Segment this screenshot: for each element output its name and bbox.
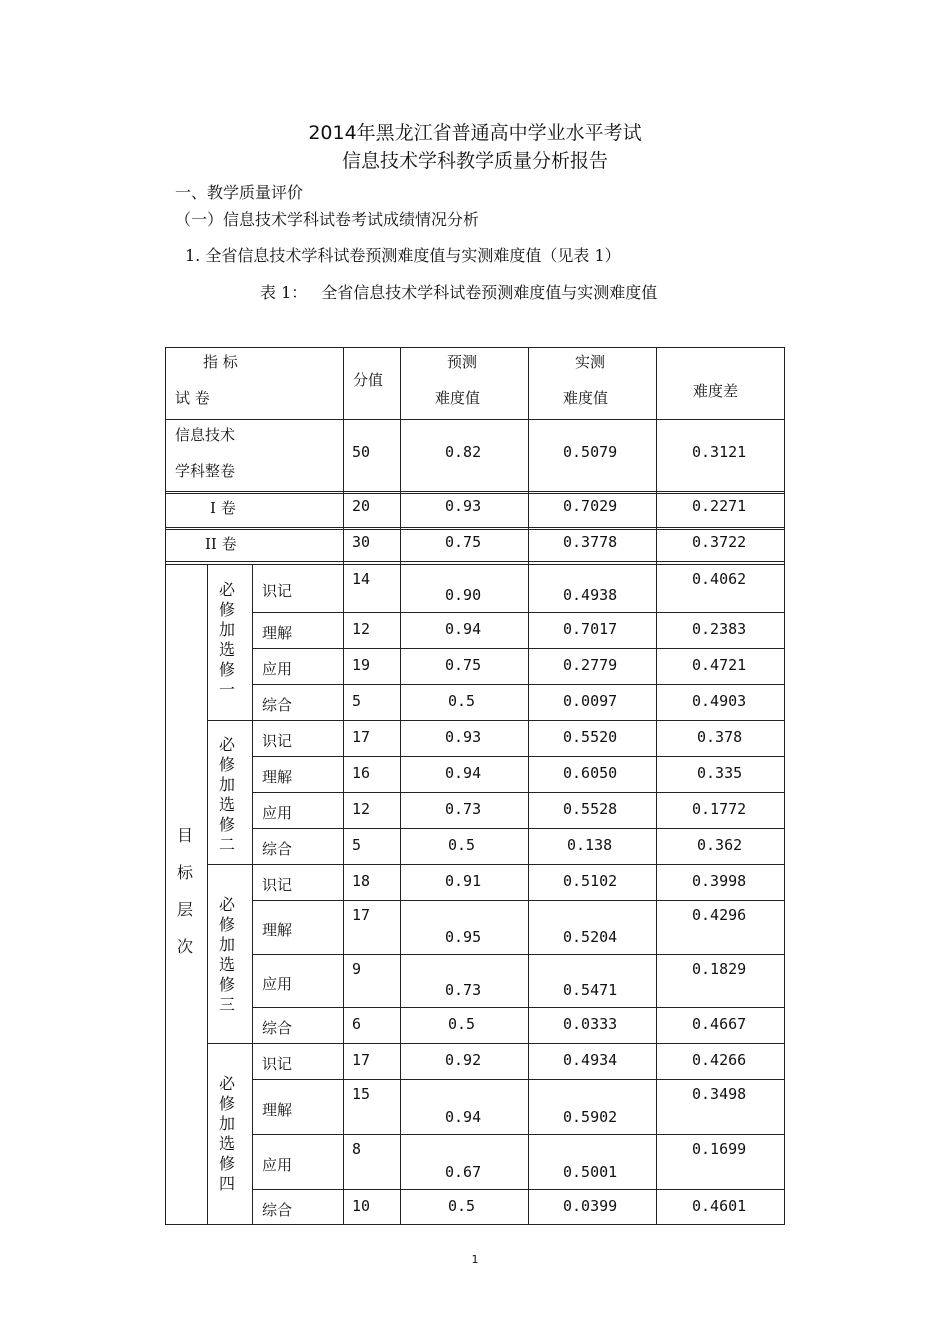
group3-row2-score: 17 xyxy=(352,906,371,924)
row-paper1-measured: 0.7029 xyxy=(563,497,618,515)
row-paper1-label: I 卷 xyxy=(210,499,236,517)
group2-row3-predicted: 0.73 xyxy=(445,800,482,818)
group3-row1-predicted: 0.91 xyxy=(445,872,482,890)
row-whole-diff: 0.3121 xyxy=(692,443,747,461)
group4-row2-diff: 0.3498 xyxy=(692,1085,747,1103)
group1-row3-measured: 0.2779 xyxy=(563,656,618,674)
group2-row4-diff: 0.362 xyxy=(697,836,743,854)
group2-row4-level: 综合 xyxy=(262,840,293,858)
group-label-4: 必修加选修四 xyxy=(218,1074,235,1193)
group3-row3-predicted: 0.73 xyxy=(445,981,482,999)
row-paper2-measured: 0.3778 xyxy=(563,533,618,551)
page-number: 1 xyxy=(471,1253,479,1266)
group1-row2-diff: 0.2383 xyxy=(692,620,747,638)
group2-row4-predicted: 0.5 xyxy=(448,836,476,854)
header-paper: 试 卷 xyxy=(175,389,210,407)
group4-row2-predicted: 0.94 xyxy=(445,1108,482,1126)
group-label-3: 必修加选修三 xyxy=(218,895,235,1014)
group1-row3-score: 19 xyxy=(352,656,371,674)
group4-row3-measured: 0.5001 xyxy=(563,1163,618,1181)
group1-row4-diff: 0.4903 xyxy=(692,692,747,710)
group3-row3-level: 应用 xyxy=(262,974,293,993)
group3-row4-diff: 0.4667 xyxy=(692,1015,747,1033)
group2-row1-predicted: 0.93 xyxy=(445,728,482,746)
row-paper1-diff: 0.2271 xyxy=(692,497,747,515)
header-diff: 难度差 xyxy=(693,382,739,400)
row-paper2-score: 30 xyxy=(352,533,371,551)
group1-row1-measured: 0.4938 xyxy=(563,586,618,604)
group3-row4-score: 6 xyxy=(352,1015,362,1033)
group1-row1-diff: 0.4062 xyxy=(692,570,747,588)
group3-row1-measured: 0.5102 xyxy=(563,872,618,890)
subsection-heading: （一）信息技术学科试卷考试成绩情况分析 xyxy=(175,210,480,229)
header-predicted-1: 预测 xyxy=(447,353,478,371)
group4-row3-diff: 0.1699 xyxy=(692,1140,747,1158)
row-whole-score: 50 xyxy=(352,443,371,461)
group3-row2-diff: 0.4296 xyxy=(692,906,747,924)
group2-row3-score: 12 xyxy=(352,800,371,818)
group1-row2-predicted: 0.94 xyxy=(445,620,482,638)
row-paper2-diff: 0.3722 xyxy=(692,533,747,551)
group3-row4-predicted: 0.5 xyxy=(448,1015,476,1033)
row-whole-label-2: 学科整卷 xyxy=(175,462,236,480)
group4-row1-score: 17 xyxy=(352,1051,371,1069)
group4-row3-level: 应用 xyxy=(262,1155,293,1174)
group2-row1-measured: 0.5520 xyxy=(563,728,618,746)
group1-row2-measured: 0.7017 xyxy=(563,620,618,638)
table-caption xyxy=(260,280,657,303)
group4-row1-level: 识记 xyxy=(262,1055,293,1073)
group4-row1-predicted: 0.92 xyxy=(445,1051,482,1069)
group3-row2-level: 理解 xyxy=(262,921,293,939)
row-paper1-predicted: 0.93 xyxy=(445,497,482,515)
group4-row3-predicted: 0.67 xyxy=(445,1163,482,1181)
target-level-label: 目标层次 xyxy=(176,826,193,956)
difficulty-table xyxy=(165,347,785,1225)
document-title-line2: 信息技术学科教学质量分析报告 xyxy=(341,150,608,172)
group1-row1-level: 识记 xyxy=(262,582,293,600)
header-predicted-2: 难度值 xyxy=(435,389,481,407)
group2-row1-score: 17 xyxy=(352,728,371,746)
group4-row1-measured: 0.4934 xyxy=(563,1051,618,1069)
row-paper2-label: II 卷 xyxy=(205,535,237,553)
group2-row2-measured: 0.6050 xyxy=(563,764,618,782)
group4-row1-diff: 0.4266 xyxy=(692,1051,747,1069)
group1-row4-measured: 0.0097 xyxy=(563,692,618,710)
group2-row2-diff: 0.335 xyxy=(697,764,743,782)
group4-row4-predicted: 0.5 xyxy=(448,1197,476,1215)
group4-row4-measured: 0.0399 xyxy=(563,1197,618,1215)
group2-row1-diff: 0.378 xyxy=(697,728,743,746)
group3-row2-measured: 0.5204 xyxy=(563,928,618,946)
header-score: 分值 xyxy=(353,371,384,389)
header-indicator: 指 标 xyxy=(203,353,238,371)
group1-row4-level: 综合 xyxy=(262,696,293,714)
row-paper1-score: 20 xyxy=(352,497,371,515)
group-label-1: 必修加选修一 xyxy=(218,580,235,699)
group1-row3-level: 应用 xyxy=(262,660,293,678)
group2-row4-measured: 0.138 xyxy=(567,836,613,854)
group2-row2-predicted: 0.94 xyxy=(445,764,482,782)
group3-row3-score: 9 xyxy=(352,960,362,978)
group2-row4-score: 5 xyxy=(352,836,362,854)
group4-row2-score: 15 xyxy=(352,1085,371,1103)
caption-text: 全省信息技术学科试卷预测难度值与实测难度值 xyxy=(321,283,658,302)
group4-row4-level: 综合 xyxy=(262,1201,293,1219)
row-whole-measured: 0.5079 xyxy=(563,443,618,461)
group2-row1-level: 识记 xyxy=(262,732,293,750)
header-measured-2: 难度值 xyxy=(563,389,609,407)
group2-row3-diff: 0.1772 xyxy=(692,800,747,818)
document-title-line1: 2014年黑龙江省普通高中学业水平考试 xyxy=(308,122,642,144)
group1-row3-predicted: 0.75 xyxy=(445,656,482,674)
group4-row3-score: 8 xyxy=(352,1140,362,1158)
group-label-2: 必修加选修二 xyxy=(218,735,235,854)
section-heading: 一、教学质量评价 xyxy=(175,183,304,202)
row-paper2-predicted: 0.75 xyxy=(445,533,482,551)
group4-row2-level: 理解 xyxy=(262,1100,293,1119)
item-heading: 1. 全省信息技术学科试卷预测难度值与实测难度值（见表 1） xyxy=(185,246,621,265)
group1-row3-diff: 0.4721 xyxy=(692,656,747,674)
group3-row1-diff: 0.3998 xyxy=(692,872,747,890)
group3-row4-level: 综合 xyxy=(262,1019,293,1037)
group1-row1-score: 14 xyxy=(352,570,371,588)
group1-row4-score: 5 xyxy=(352,692,362,710)
group3-row3-measured: 0.5471 xyxy=(563,981,618,999)
caption-label: 表 1： xyxy=(260,283,308,302)
group4-row2-measured: 0.5902 xyxy=(563,1108,618,1126)
group3-row4-measured: 0.0333 xyxy=(563,1015,618,1033)
group1-row2-level: 理解 xyxy=(262,624,293,642)
group3-row3-diff: 0.1829 xyxy=(692,960,747,978)
group1-row4-predicted: 0.5 xyxy=(448,692,476,710)
group3-row2-predicted: 0.95 xyxy=(445,928,482,946)
group2-row3-level: 应用 xyxy=(262,804,293,822)
row-whole-predicted: 0.82 xyxy=(445,443,482,461)
group2-row3-measured: 0.5528 xyxy=(563,800,618,818)
group3-row1-level: 识记 xyxy=(262,876,293,894)
row-whole-label-1: 信息技术 xyxy=(175,426,236,444)
group2-row2-level: 理解 xyxy=(262,768,293,786)
group1-row1-predicted: 0.90 xyxy=(445,586,482,604)
group2-row2-score: 16 xyxy=(352,764,371,782)
group3-row1-score: 18 xyxy=(352,872,371,890)
group4-row4-score: 10 xyxy=(352,1197,371,1215)
group1-row2-score: 12 xyxy=(352,620,371,638)
group4-row4-diff: 0.4601 xyxy=(692,1197,747,1215)
header-measured-1: 实测 xyxy=(575,353,606,371)
